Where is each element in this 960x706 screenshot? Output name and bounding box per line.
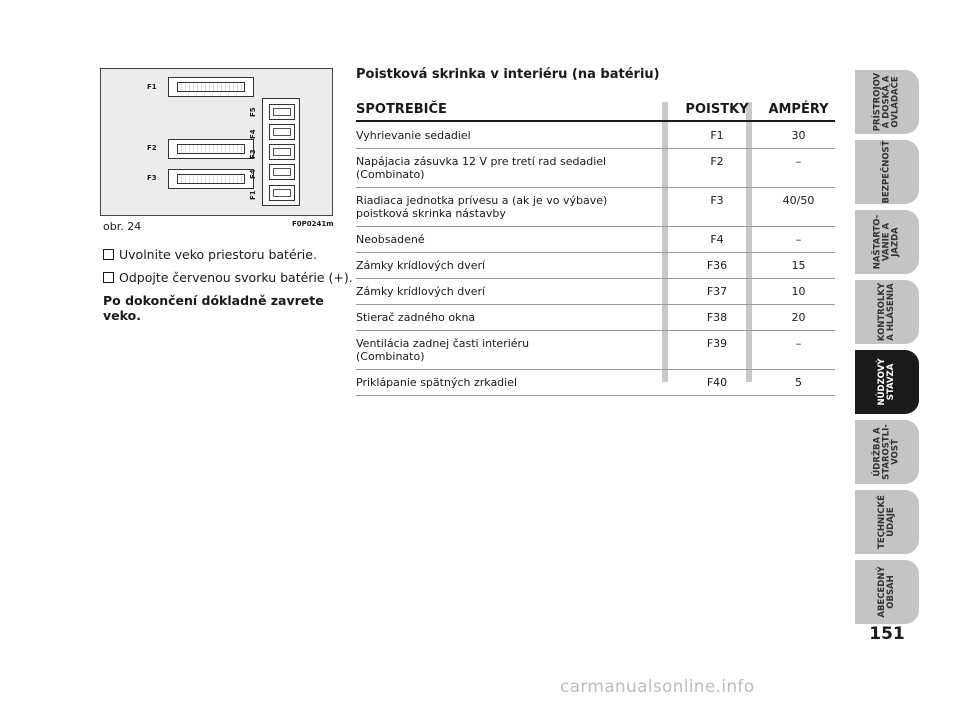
- row-amperes: 5: [795, 376, 802, 389]
- row-consumer: Zámky krídlových dverí: [356, 259, 486, 272]
- table-row: [356, 149, 835, 188]
- row-amperes: –: [795, 337, 802, 350]
- table-row: [356, 123, 835, 149]
- table-row: [356, 188, 835, 227]
- section-tab-label: TECHNICKÉ ÚDAJE: [877, 495, 896, 549]
- instruction-2: Odpojte červenou svorku batérie (+).: [103, 270, 353, 286]
- section-tab-7[interactable]: [855, 490, 919, 554]
- column-label-2: F4: [249, 129, 257, 139]
- row-fuse: F37: [706, 285, 728, 298]
- figure-label-f2: F2: [147, 144, 157, 152]
- section-tab-6[interactable]: [855, 420, 919, 484]
- header-consumers: SPOTREBIČE: [356, 102, 447, 117]
- row-fuse: F38: [706, 311, 728, 324]
- section-tab-1[interactable]: [855, 70, 919, 134]
- column-label-3: F3: [249, 149, 257, 159]
- row-consumer: Ventilácia zadnej časti interiéru (Combinato): [356, 337, 530, 363]
- row-consumer: Riadiaca jednotka prívesu a (ak je vo výbave) poistková skrinka nástavby: [356, 194, 608, 220]
- row-amperes: –: [795, 155, 802, 168]
- column-label-5: F1: [249, 190, 257, 200]
- row-consumer: Zámky krídlových dverí: [356, 285, 486, 298]
- section-tab-3[interactable]: [855, 210, 919, 274]
- row-amperes: 10: [791, 285, 806, 298]
- row-amperes: 40/50: [782, 194, 815, 207]
- fuse-f3-shape: [168, 169, 254, 189]
- column-label-4: F4: [249, 169, 257, 179]
- table-row: [356, 227, 835, 253]
- table-title: Poistková skrinka v interiéru (na batériu): [356, 67, 660, 82]
- table-row: [356, 279, 835, 305]
- section-tab-label: BEZPEČNOSŤ: [881, 140, 892, 204]
- row-amperes: –: [795, 233, 802, 246]
- row-fuse: F2: [710, 155, 724, 168]
- row-amperes: 20: [791, 311, 806, 324]
- fuse-f2-shape: [168, 139, 254, 159]
- section-tab-label: NÚDZOVÝ STAVZA: [877, 358, 896, 406]
- closing-note: Po dokončení dókladně zavrete veko.: [103, 293, 324, 323]
- section-tab-5[interactable]: [855, 350, 919, 414]
- checkbox-icon: [103, 272, 114, 283]
- table-header: [356, 102, 835, 122]
- section-tab-label: ABECEDNÝ OBSAH: [877, 566, 896, 618]
- row-fuse: F3: [710, 194, 724, 207]
- row-consumer: Stierač zadného okna: [356, 311, 476, 324]
- table-row: [356, 305, 835, 331]
- fuse-f1-shape: [168, 77, 254, 97]
- row-consumer: Priklápanie spätných zrkadiel: [356, 376, 518, 389]
- section-tab-8[interactable]: [855, 560, 919, 624]
- instruction-1: Uvolnite veko priestoru batérie.: [103, 247, 317, 263]
- watermark: carmanualsonline.info: [560, 677, 755, 697]
- section-tab-label: KONTROLKY A HLÁSENIA: [877, 282, 896, 342]
- page-number: 151: [869, 624, 905, 644]
- row-fuse: F40: [706, 376, 728, 389]
- row-consumer: Napájacia zásuvka 12 V pre tretí rad sedadiel (Combinato): [356, 155, 607, 181]
- figure-caption: obr. 24: [103, 220, 142, 233]
- row-amperes: 15: [791, 259, 806, 272]
- header-fuses: POISTKY: [685, 102, 749, 117]
- table-row: [356, 370, 835, 396]
- section-tab-label: NAŠTARTO- VANIE A JAZDA: [872, 214, 901, 270]
- section-tab-4[interactable]: [855, 280, 919, 344]
- table-body: [356, 123, 835, 396]
- row-consumer: Vyhrievanie sedadiel: [356, 129, 471, 142]
- column-label-1: F5: [249, 107, 257, 117]
- row-fuse: F4: [710, 233, 724, 246]
- checkbox-icon: [103, 249, 114, 260]
- header-amperes: AMPÉRY: [768, 102, 829, 117]
- fuse-column-shape: [262, 98, 300, 206]
- section-tab-label: PRÍSTROJOV Á DOSKA A OVLÁDAČE: [872, 72, 901, 132]
- figure-label-f1: F1: [147, 83, 157, 91]
- section-tab-label: ÚDRŽBA A STAROSTLI- VOSŤ: [872, 424, 901, 480]
- figure-code: F0P0241m: [292, 220, 334, 228]
- table-row: [356, 331, 835, 370]
- table-row: [356, 253, 835, 279]
- figure-label-f3: F3: [147, 174, 157, 182]
- row-fuse: F36: [706, 259, 728, 272]
- row-fuse: F1: [710, 129, 724, 142]
- section-tab-2[interactable]: [855, 140, 919, 204]
- row-fuse: F39: [706, 337, 728, 350]
- row-consumer: Neobsadené: [356, 233, 425, 246]
- row-amperes: 30: [791, 129, 806, 142]
